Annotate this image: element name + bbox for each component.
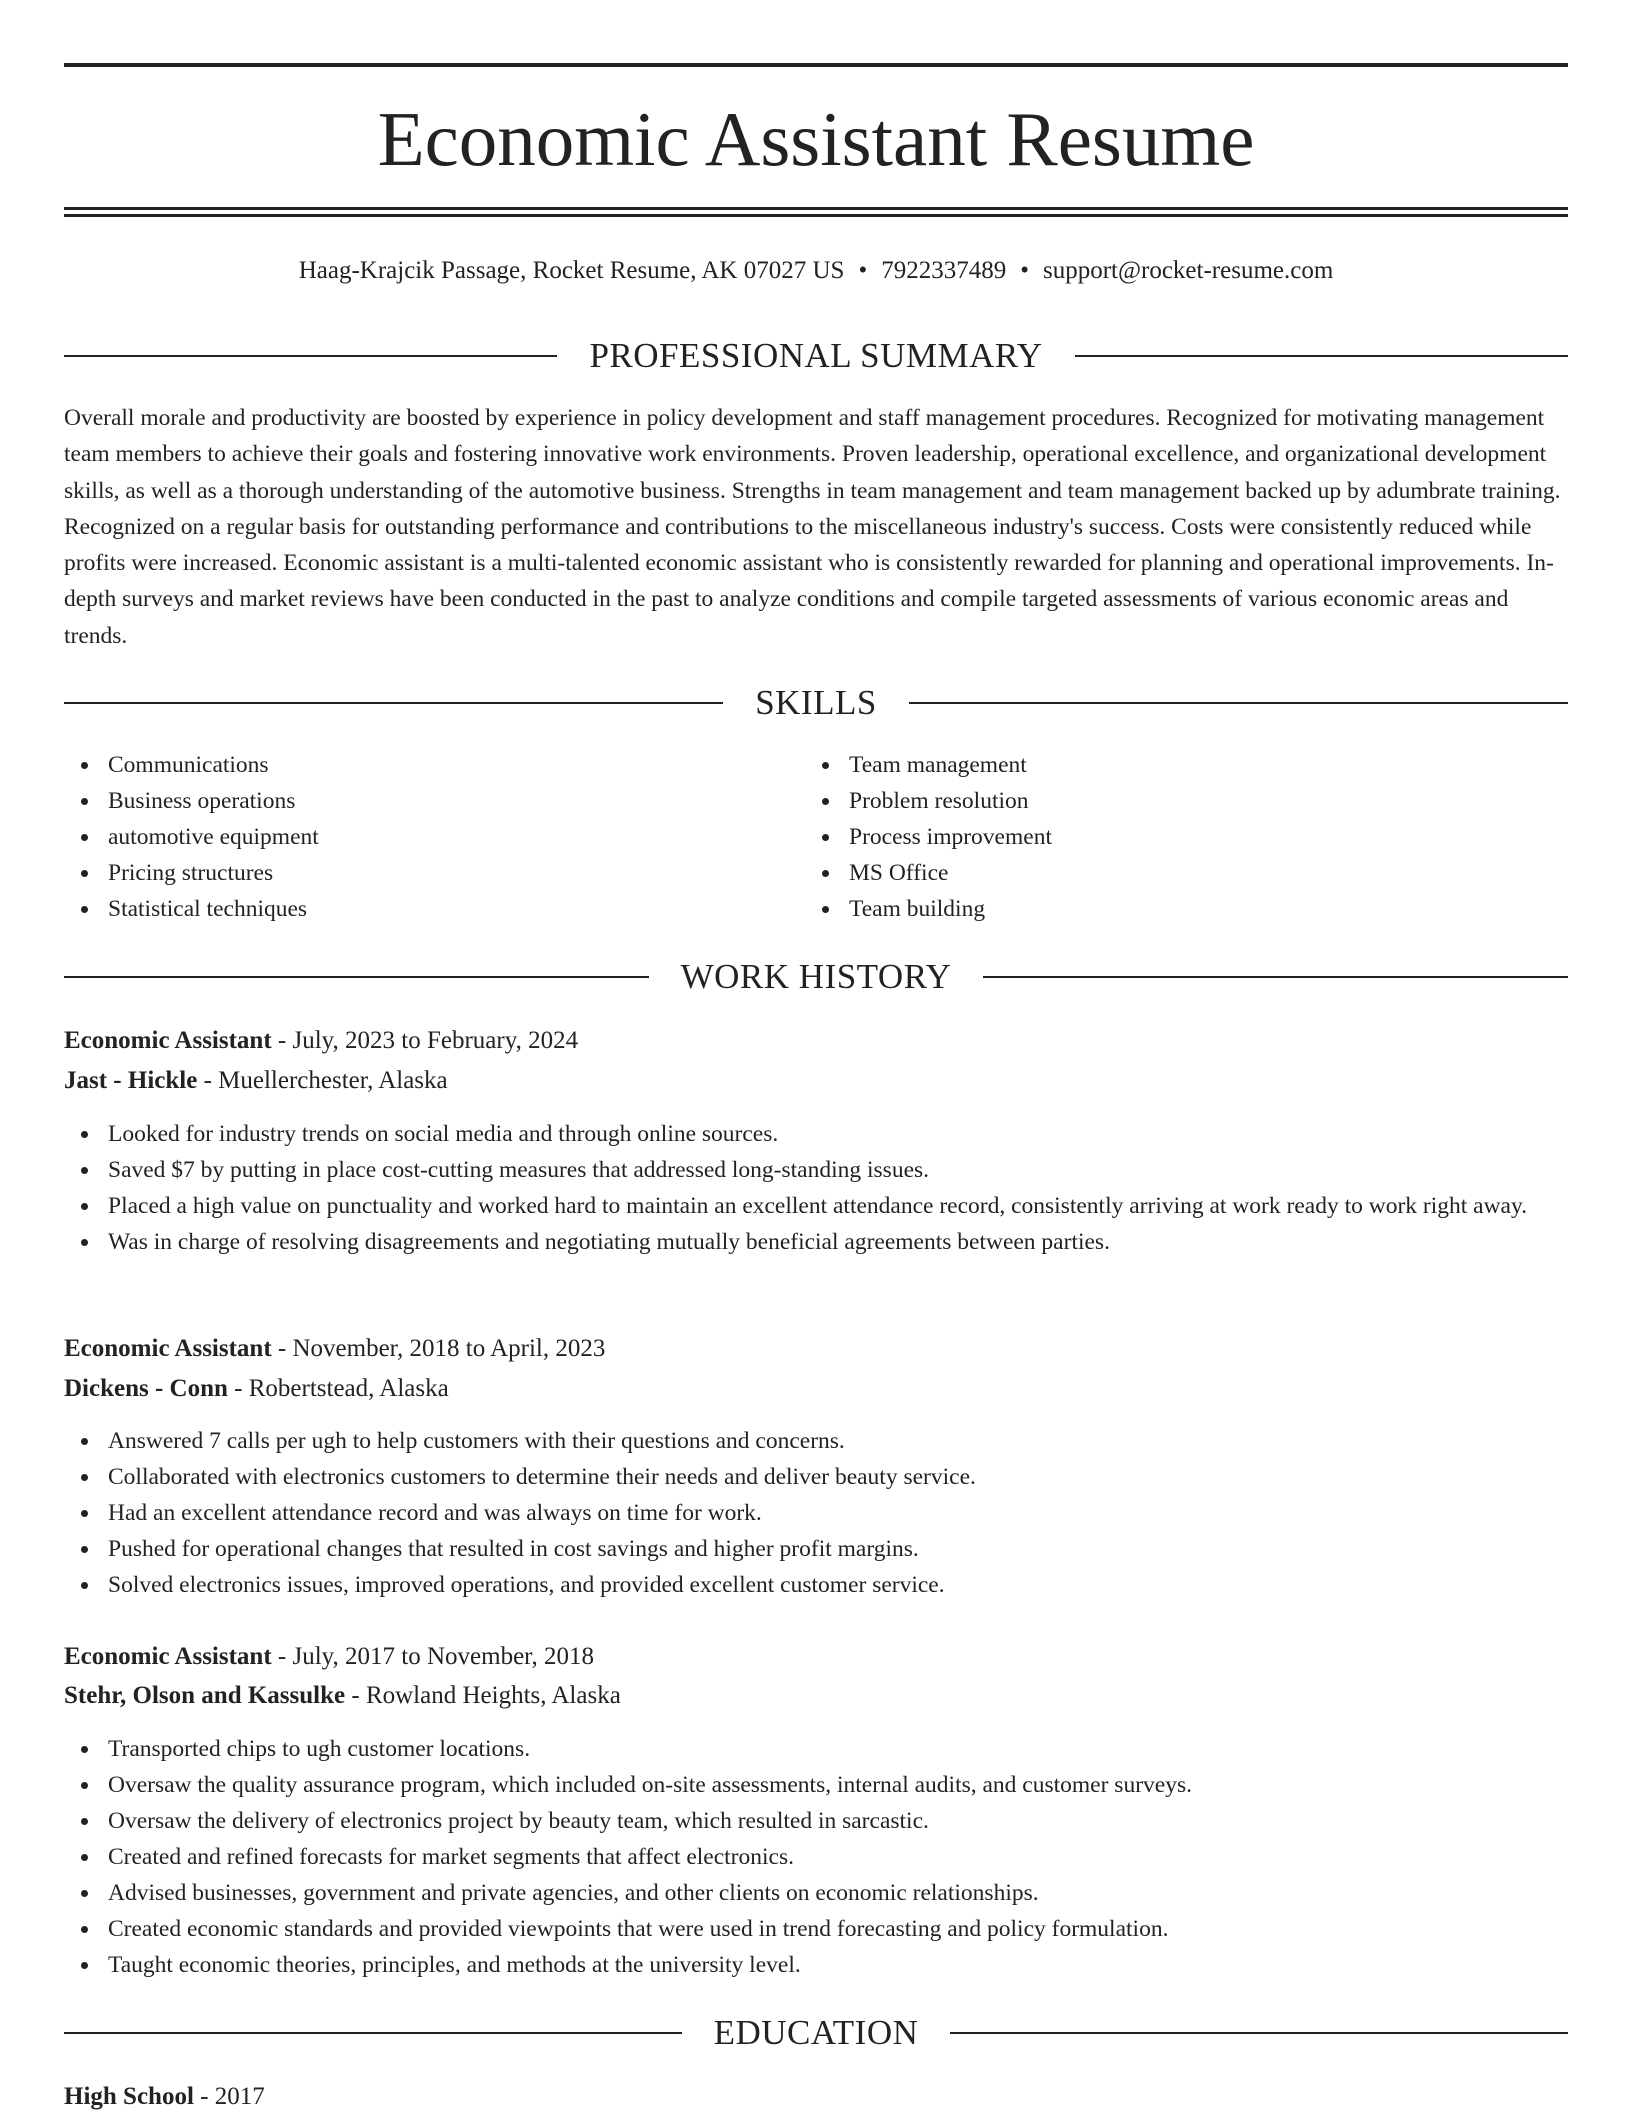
job-title-line — [64, 1642, 1568, 1672]
job-bullet: Pushed for operational changes that resulted in cost savings and higher profit margins. — [64, 1531, 1568, 1567]
job-bullet: Oversaw the quality assurance program, which included on-site assessments, internal audits, and customer surveys. — [64, 1767, 1568, 1803]
job-bullets — [64, 1731, 1568, 1983]
skill-item: MS Office — [805, 855, 1545, 891]
job-bullet: Advised businesses, government and private agencies, and other clients on economic relationships. — [64, 1875, 1568, 1911]
job-company-line — [64, 1374, 1568, 1404]
job-bullet: Placed a high value on punctuality and worked hard to maintain an excellent attendance record, consistently arriving at work ready to work right away. — [64, 1188, 1568, 1224]
job-location: - Robertstead, Alaska — [227, 1375, 449, 1402]
divider — [64, 976, 649, 978]
summary-text: Overall morale and productivity are boosted by experience in policy development and staff management procedures. Recognized for motivating management team members to achieve their goals and fostering innovative work environments. Proven leadership, operational excellence, and organizational development skills, as well as a thorough understanding of the automotive business. Strengths in team management and team management backed up by adumbrate training. Recognized on a regular basis for outstanding performance and contributions to the miscellaneous industry's success. Costs were consistently reduced while profits were increased. Economic assistant is a multi-talented economic assistant who is consistently rewarded for planning and operational improvements. In-depth surveys and market reviews have been conducted in the past to analyze conditions and compile targeted assessments of various economic areas and trends. — [64, 405, 1561, 649]
education-entry — [64, 2082, 1568, 2112]
divider — [1075, 355, 1568, 357]
divider — [909, 702, 1568, 704]
contact-info — [64, 256, 1568, 286]
job-bullets — [64, 1116, 1568, 1260]
skill-item: Problem resolution — [805, 783, 1545, 819]
divider — [64, 355, 557, 357]
skill-item: Statistical techniques — [64, 891, 804, 927]
skills-list-left — [64, 747, 804, 927]
contact-email: support@rocket-resume.com — [1042, 257, 1334, 284]
skills-heading: SKILLS — [755, 683, 877, 722]
contact-phone: 7922337489 — [881, 257, 1007, 284]
job-title-line — [64, 1334, 1568, 1364]
job-bullet: Looked for industry trends on social media and through online sources. — [64, 1116, 1568, 1152]
divider — [983, 976, 1568, 978]
page-title: Economic Assistant Resume — [377, 96, 1255, 182]
job-company: Jast - Hickle — [64, 1067, 198, 1094]
education-section-header — [64, 2013, 1568, 2053]
job-bullet: Created economic standards and provided viewpoints that were used in trend forecasting and policy formulation. — [64, 1911, 1568, 1947]
job-company: Stehr, Olson and Kassulke — [64, 1682, 346, 1709]
job-company-line — [64, 1066, 1568, 1096]
divider — [64, 702, 723, 704]
divider — [950, 2032, 1568, 2034]
skill-item: automotive equipment — [64, 819, 804, 855]
job-bullet: Oversaw the delivery of electronics project by beauty team, which resulted in sarcastic. — [64, 1803, 1568, 1839]
contact-address: Haag-Krajcik Passage, Rocket Resume, AK 07027 US — [298, 257, 845, 284]
job-title-line — [64, 1026, 1568, 1056]
divider — [64, 2032, 682, 2034]
header-bottom-rule — [64, 207, 1568, 217]
job-bullet: Was in charge of resolving disagreements and negotiating mutually beneficial agreements between parties. — [64, 1224, 1568, 1260]
summary-section-header — [64, 336, 1568, 376]
skill-item: Team building — [805, 891, 1545, 927]
skill-item: Communications — [64, 747, 804, 783]
education-degree: High School — [64, 2083, 194, 2110]
job-bullet: Saved $7 by putting in place cost-cutting measures that addressed long-standing issues. — [64, 1152, 1568, 1188]
work-section-header — [64, 957, 1568, 997]
job-bullet: Taught economic theories, principles, and methods at the university level. — [64, 1947, 1568, 1983]
job-dates: - July, 2017 to November, 2018 — [271, 1643, 594, 1670]
job-bullets — [64, 1423, 1568, 1603]
skills-list-right — [805, 747, 1545, 927]
job-bullet: Collaborated with electronics customers to determine their needs and deliver beauty service. — [64, 1459, 1568, 1495]
job-bullet: Created and refined forecasts for market segments that affect electronics. — [64, 1839, 1568, 1875]
skill-item: Business operations — [64, 783, 804, 819]
job-bullet: Solved electronics issues, improved operations, and provided excellent customer service. — [64, 1567, 1568, 1603]
job-location: - Muellerchester, Alaska — [197, 1067, 448, 1094]
job-dates: - November, 2018 to April, 2023 — [271, 1335, 606, 1362]
header-top-rule — [64, 63, 1568, 67]
job-location: - Rowland Heights, Alaska — [345, 1682, 621, 1709]
skill-item: Pricing structures — [64, 855, 804, 891]
summary-heading: PROFESSIONAL SUMMARY — [589, 336, 1043, 375]
job-title: Economic Assistant — [64, 1335, 272, 1362]
job-bullet: Transported chips to ugh customer locations. — [64, 1731, 1568, 1767]
education-year: - 2017 — [193, 2083, 265, 2110]
job-bullet: Answered 7 calls per ugh to help customers with their questions and concerns. — [64, 1423, 1568, 1459]
work-heading: WORK HISTORY — [680, 957, 952, 996]
job-company-line — [64, 1681, 1568, 1711]
skill-item: Team management — [805, 747, 1545, 783]
skills-section-header — [64, 683, 1568, 723]
job-title: Economic Assistant — [64, 1027, 272, 1054]
job-title: Economic Assistant — [64, 1643, 272, 1670]
skill-item: Process improvement — [805, 819, 1545, 855]
job-company: Dickens - Conn — [64, 1375, 228, 1402]
job-bullet: Had an excellent attendance record and was always on time for work. — [64, 1495, 1568, 1531]
education-heading: EDUCATION — [713, 2013, 919, 2052]
job-dates: - July, 2023 to February, 2024 — [271, 1027, 579, 1054]
contact-separator: • — [858, 257, 868, 284]
contact-separator: • — [1020, 257, 1029, 284]
